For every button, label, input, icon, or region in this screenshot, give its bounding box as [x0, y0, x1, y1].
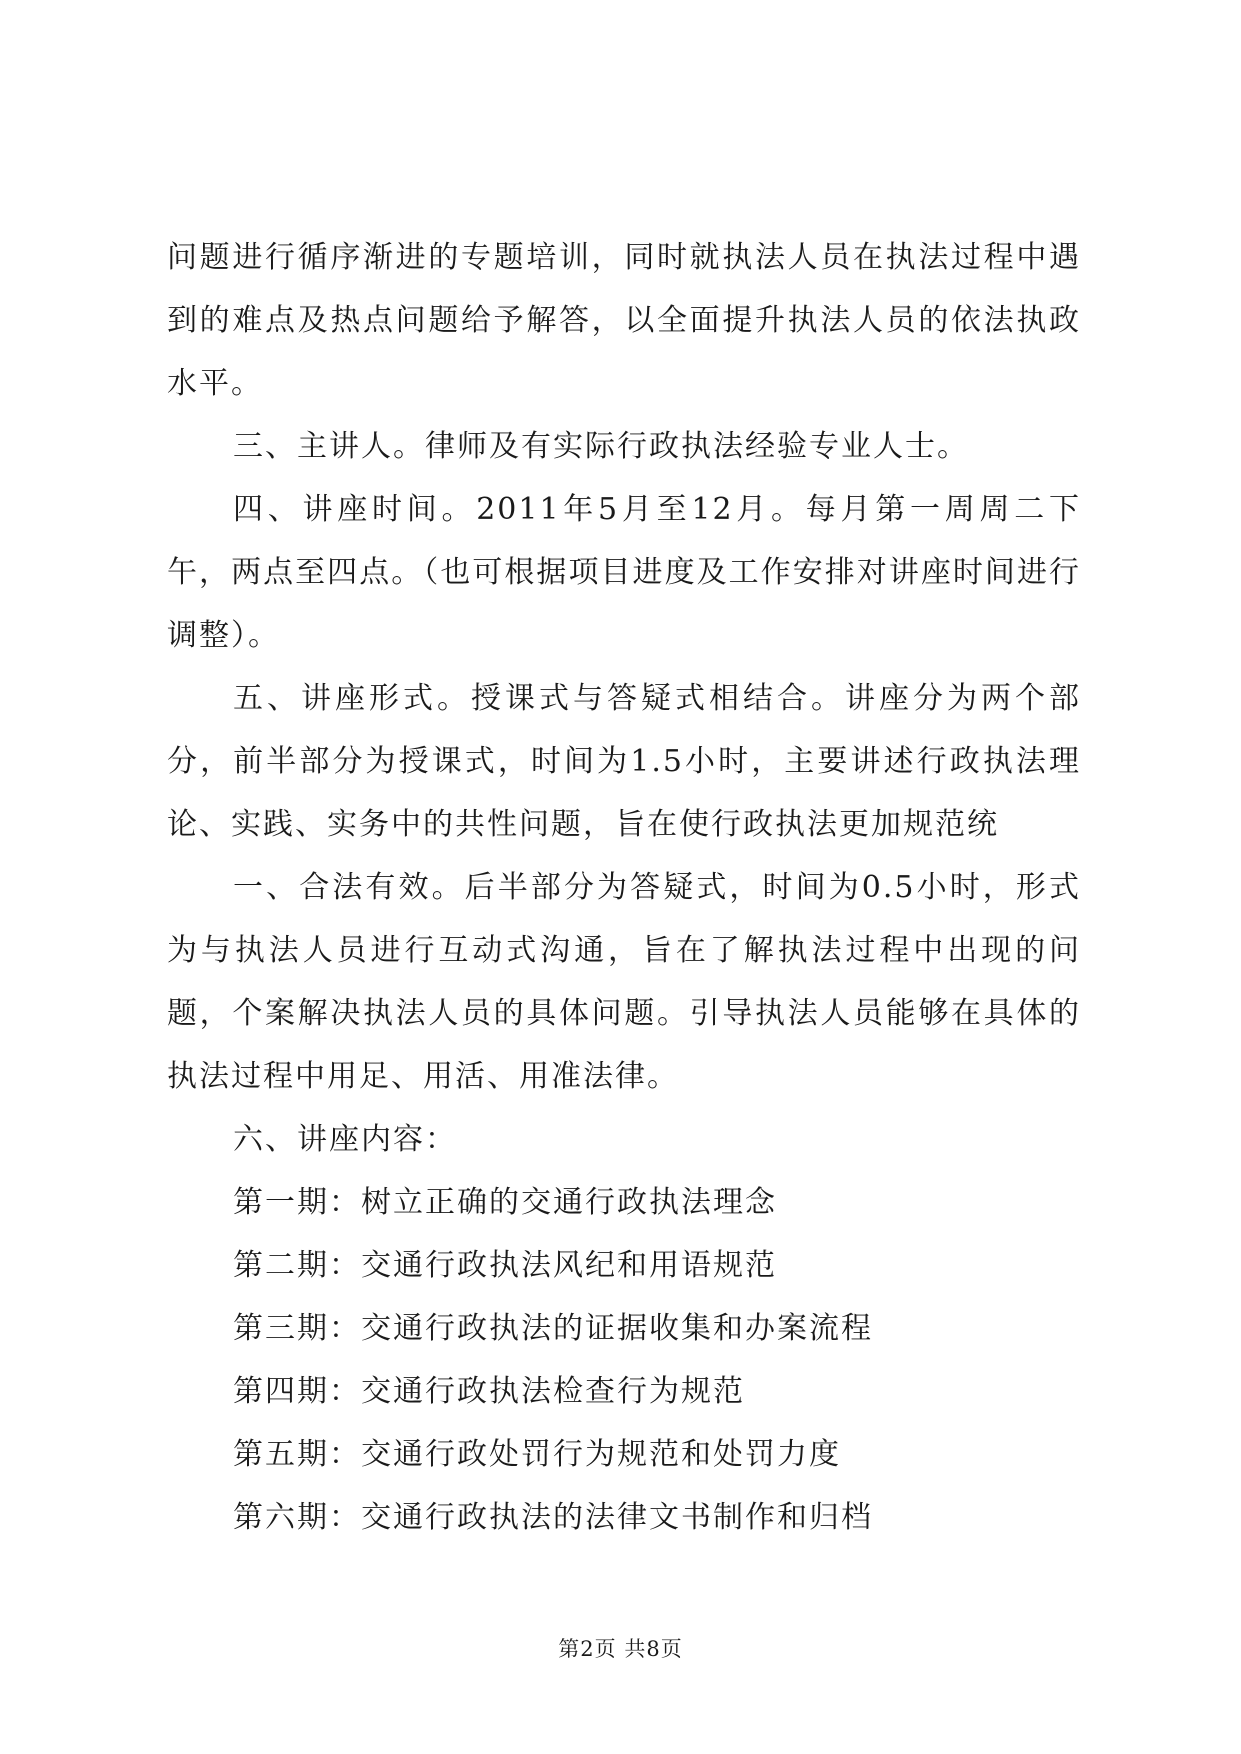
lecture-list	[167, 1171, 1081, 1549]
paragraph-speaker: 三、主讲人。律师及有实际行政执法经验专业人士。	[233, 429, 969, 464]
list-item: 第三期：交通行政执法的证据收集和办案流程	[233, 1311, 873, 1346]
paragraph-lecture-content-heading: 六、讲座内容：	[233, 1122, 457, 1157]
list-item: 第一期：树立正确的交通行政执法理念	[233, 1185, 777, 1220]
page-number-footer: 第2页 共8页	[558, 1637, 683, 1661]
paragraph-lecture-format: 五、讲座形式。授课式与答疑式相结合。讲座分为两个部分，前半部分为授课式，时间为1.5小时，主要讲述行政执法理论、实践、实务中的共性问题，旨在使行政执法更加规范统	[167, 681, 1081, 842]
list-item: 第二期：交通行政执法风纪和用语规范	[233, 1248, 777, 1283]
list-item: 第五期：交通行政处罚行为规范和处罚力度	[233, 1437, 841, 1472]
paragraph-qa-session: 一、合法有效。后半部分为答疑式，时间为0.5小时，形式为与执法人员进行互动式沟通，旨在了解执法过程中出现的问题，个案解决执法人员的具体问题。引导执法人员能够在具体的执法过程中用足、用活、用准法律。	[167, 870, 1081, 1094]
paragraph-training-continuation: 问题进行循序渐进的专题培训，同时就执法人员在执法过程中遇到的难点及热点问题给予解答，以全面提升执法人员的依法执政水平。	[167, 240, 1081, 401]
document-body	[167, 226, 1081, 1549]
paragraph-lecture-time: 四、讲座时间。2011年5月至12月。每月第一周周二下午，两点至四点。（也可根据项目进度及工作安排对讲座时间进行调整）。	[167, 492, 1081, 653]
list-item: 第四期：交通行政执法检查行为规范	[233, 1374, 745, 1409]
list-item: 第六期：交通行政执法的法律文书制作和归档	[233, 1500, 873, 1535]
